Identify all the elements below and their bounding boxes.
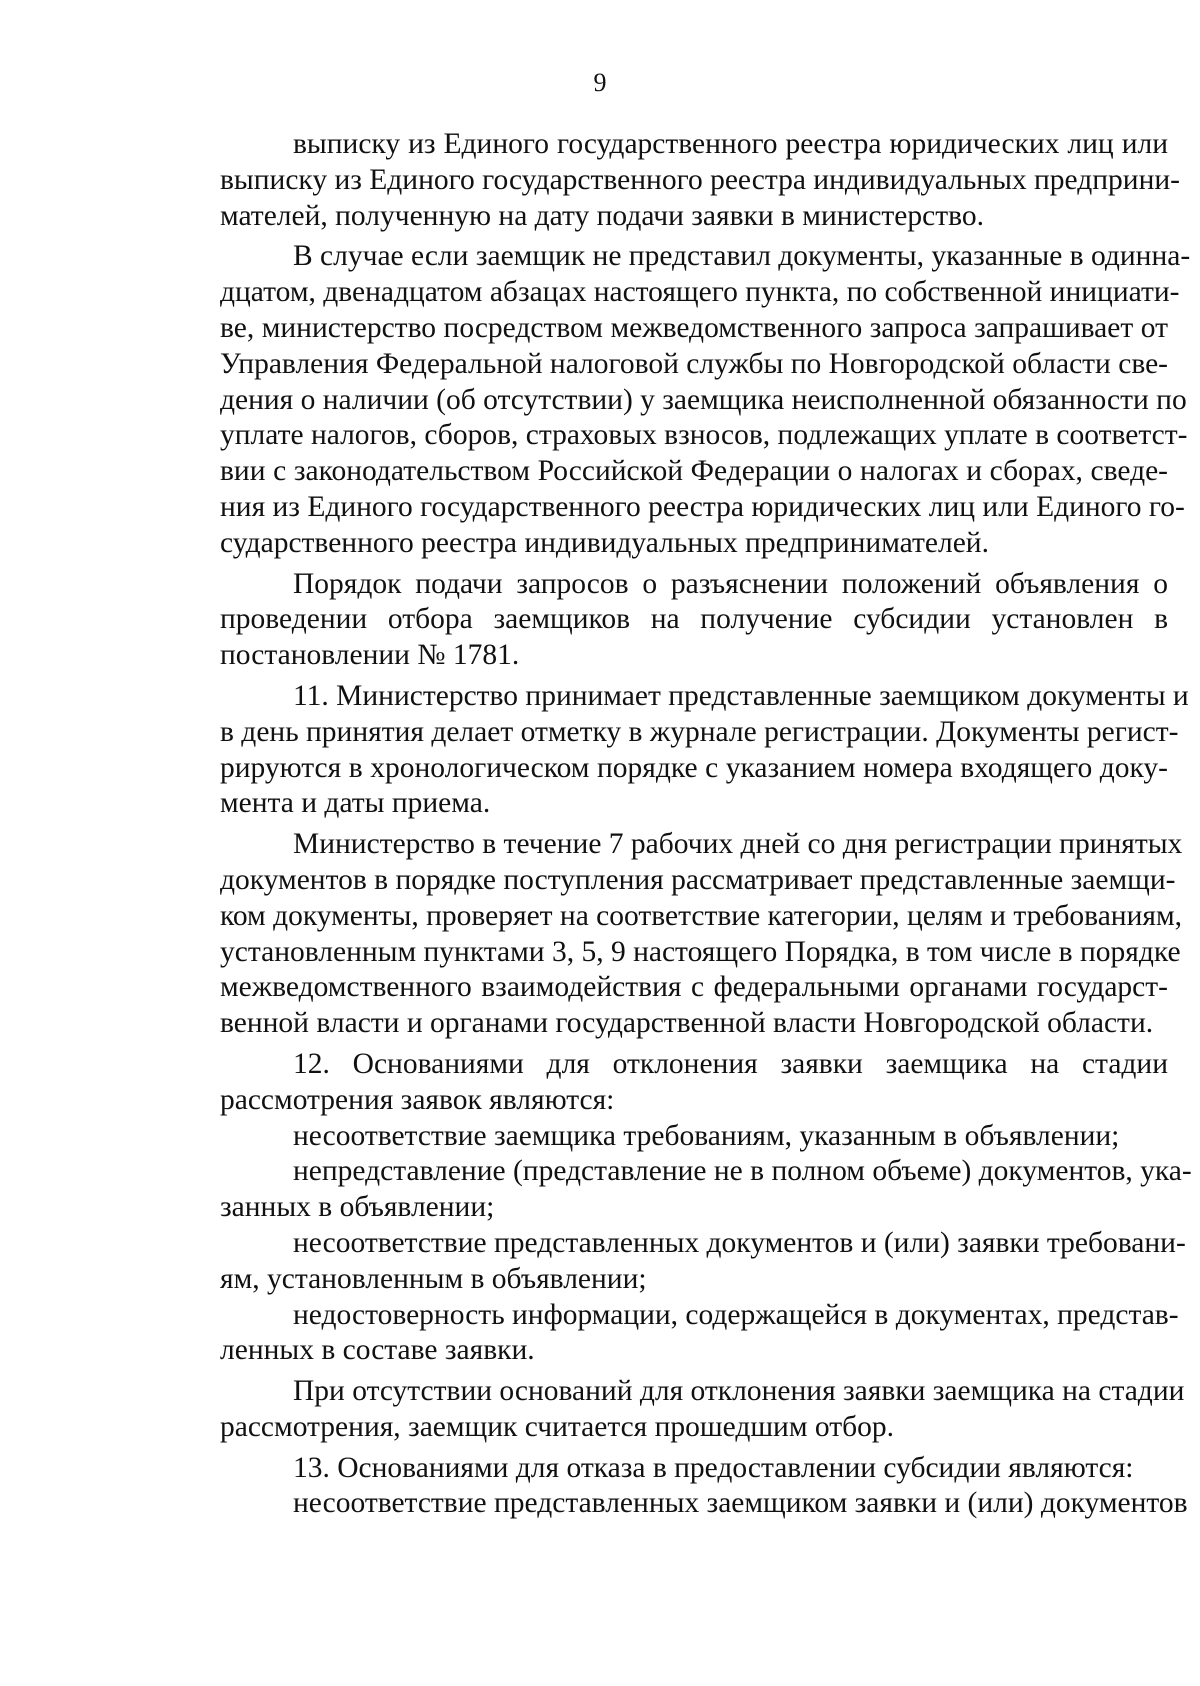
- text-line: 12. Основаниями для отклонения заявки заемщика на стадии: [293, 1047, 1168, 1080]
- list-item-rejection-1: [220, 1119, 1168, 1155]
- text-line: ям, установленным в объявлении;: [220, 1262, 647, 1295]
- text-line: установленным пунктами 3, 5, 9 настоящего Порядка, в том числе в порядке: [220, 935, 1181, 968]
- text-line: мателей, полученную на дату подачи заявки в министерство.: [220, 199, 984, 232]
- text-line: непредставление (представление не в полном объеме) документов, ука-: [293, 1155, 1192, 1188]
- paragraph-item-11: [220, 679, 1189, 822]
- text-line: несоответствие представленных заемщиком заявки и (или) документов: [293, 1487, 1188, 1520]
- text-line: ния из Единого государственного реестра юридических лиц или Единого го-: [220, 490, 1185, 523]
- paragraph-passed-selection: [220, 1374, 1185, 1446]
- text-line: Министерство в течение 7 рабочих дней со дня регистрации принятых: [293, 828, 1183, 861]
- paragraph-continuation: [220, 127, 1180, 234]
- text-line: При отсутствии оснований для отклонения заявки заемщика на стадии: [293, 1375, 1185, 1408]
- text-line: постановлении № 1781.: [220, 639, 520, 672]
- text-line: уплате налогов, сборов, страховых взносов, подлежащих уплате в соответст-: [220, 419, 1188, 452]
- text-line: Порядок подачи запросов о разъяснении положений объявления о: [293, 567, 1168, 600]
- list-item-refusal-1: [220, 1486, 1188, 1522]
- text-line: рассмотрения, заемщик считается прошедшим отбор.: [220, 1410, 895, 1443]
- paragraph-request-documents: [220, 239, 1191, 561]
- list-item-rejection-3: [220, 1226, 1186, 1298]
- document-body: [220, 127, 1192, 1522]
- paragraph-item-13: [220, 1451, 1168, 1487]
- text-line: выписку из Единого государственного реестра юридических лиц или: [293, 128, 1168, 160]
- text-line: проведении отбора заемщиков на получение субсидии установлен в: [220, 603, 1168, 636]
- text-line: мента и даты приема.: [220, 787, 491, 820]
- text-line: дцатом, двенадцатом абзацах настоящего пункта, по собственной инициати-: [220, 276, 1180, 309]
- list-item-rejection-2: [220, 1154, 1192, 1226]
- text-line: рассмотрения заявок являются:: [220, 1083, 615, 1116]
- text-line: ком документы, проверяет на соответствие категории, целям и требованиям,: [220, 899, 1182, 932]
- paragraph-inquiry-procedure: [220, 567, 1168, 674]
- text-line: занных в объявлении;: [220, 1191, 495, 1224]
- paragraph-review-period: [220, 827, 1183, 1042]
- text-line: 11. Министерство принимает представленные заемщиком документы и: [293, 679, 1189, 712]
- text-line: ве, министерство посредством межведомственного запроса запрашивает от: [220, 311, 1168, 344]
- text-line: В случае если заемщик не представил документы, указанные в одинна-: [293, 240, 1191, 273]
- text-line: сударственного реестра индивидуальных предпринимателей.: [220, 526, 989, 559]
- text-line: несоответствие представленных документов и (или) заявки требовани-: [293, 1226, 1186, 1259]
- text-line: 13. Основаниями для отказа в предоставлении субсидии являются:: [293, 1451, 1134, 1484]
- text-line: межведомственного взаимодействия с федеральными органами государст-: [220, 971, 1168, 1004]
- page-number: 9: [593, 68, 607, 97]
- text-line: венной власти и органами государственной власти Новгородской области.: [220, 1007, 1154, 1040]
- text-line: дения о наличии (об отсутствии) у заемщика неисполненной обязанности по: [220, 383, 1187, 416]
- text-line: ленных в составе заявки.: [220, 1334, 535, 1367]
- list-item-rejection-4: [220, 1298, 1179, 1370]
- text-line: выписку из Единого государственного реестра индивидуальных предприни-: [220, 163, 1180, 196]
- text-line: Управления Федеральной налоговой службы по Новгородской области све-: [220, 347, 1168, 380]
- text-line: несоответствие заемщика требованиям, указанным в объявлении;: [293, 1119, 1120, 1152]
- text-line: документов в порядке поступления рассматривает представленные заемщи-: [220, 863, 1176, 896]
- text-line: недостоверность информации, содержащейся в документах, представ-: [293, 1298, 1179, 1331]
- text-line: в день принятия делает отметку в журнале регистрации. Документы регист-: [220, 715, 1179, 748]
- paragraph-item-12: [220, 1047, 1168, 1119]
- text-line: рируются в хронологическом порядке с указанием номера входящего доку-: [220, 751, 1168, 784]
- text-line: вии с законодательством Российской Федерации о налогах и сборах, сведе-: [220, 455, 1168, 488]
